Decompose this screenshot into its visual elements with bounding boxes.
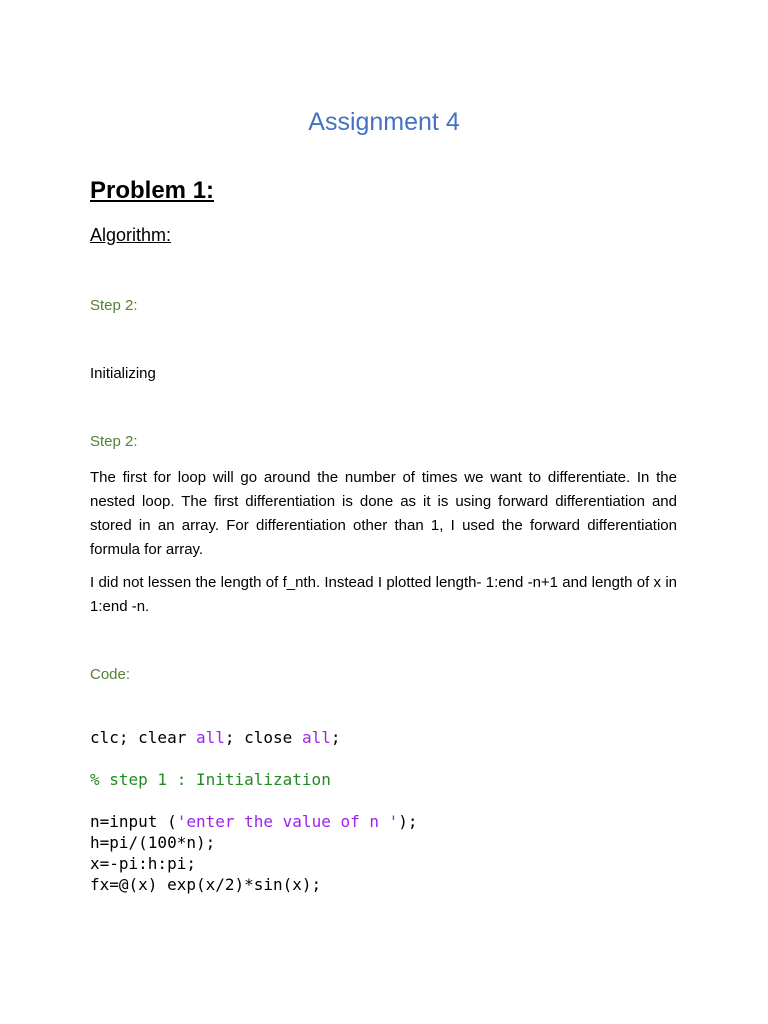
code-line-input xyxy=(90,811,418,832)
code-keyword: all xyxy=(195,728,225,747)
algorithm-heading: Algorithm: xyxy=(90,225,172,245)
code-line-h: h=pi/(100*n); xyxy=(90,833,216,852)
paragraph-length-note: I did not lessen the length of f_nth. Instead I plotted length- 1:end -n+1 and length of x in 1:end -n. xyxy=(90,574,677,615)
step-label: Step 2: xyxy=(90,297,138,314)
code-heading: Code: xyxy=(90,666,131,683)
code-line-fx: fx=@(x) exp(x/2)*sin(x); xyxy=(90,875,322,894)
problem-heading: Problem 1: xyxy=(90,177,215,204)
code-line-clear xyxy=(90,727,340,748)
document-title: Assignment 4 xyxy=(308,108,460,136)
paragraph-loop-description: The first for loop will go around the number of times we want to differentiate. In the nested loop. The first differentiation is done as it is using forward differentiation and stored in an array. For differentiation other than 1, I used the forward differentiation formula for array. xyxy=(90,469,677,558)
code-text: ; close xyxy=(224,728,302,747)
initializing-text: Initializing xyxy=(90,365,156,382)
code-keyword: all xyxy=(301,728,331,747)
code-text: ); xyxy=(398,812,418,831)
code-text: clc; clear xyxy=(90,728,196,747)
code-line-x: x=-pi:h:pi; xyxy=(90,854,196,873)
code-string: 'enter the value of n ' xyxy=(176,812,399,831)
step-label: Step 2: xyxy=(90,433,138,450)
code-text: n=input ( xyxy=(90,812,177,831)
code-comment: % step 1 : Initialization xyxy=(90,770,331,789)
code-text: ; xyxy=(330,728,341,747)
